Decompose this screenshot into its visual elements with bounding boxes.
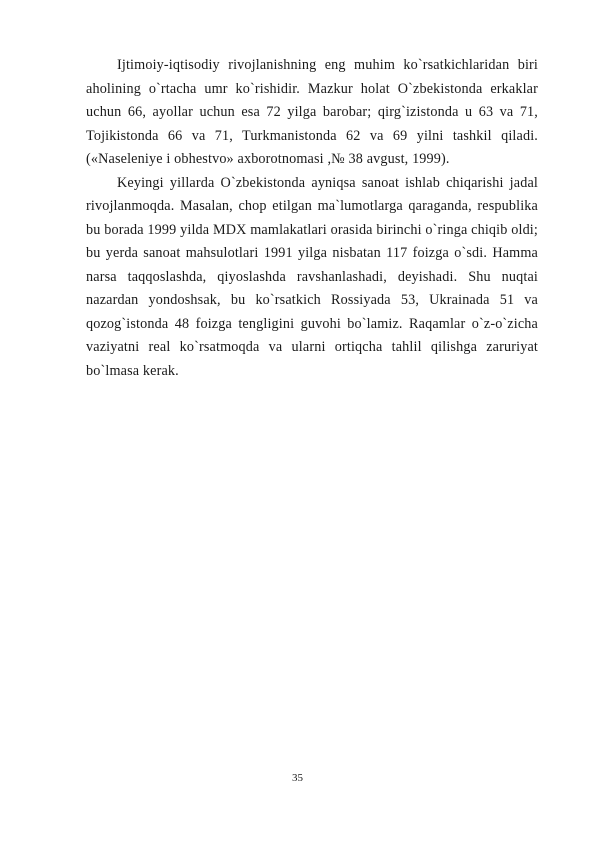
paragraph-life-expectancy: Ijtimoiy-iqtisodiy rivojlanishning eng muhim ko`rsatkichlaridan biri aholining o`rtacha umr ko`rishidir. Mazkur holat O`zbekistonda erkaklar uchun 66, ayollar uchun esa 72 yilga barobar; qirg`izistonda u 63 va 71, Tojikistonda 66 va 71, Turkmanistonda 62 va 69 yilni tashkil qiladi. («Naseleniye i obhestvo» axborotnomasi ,№ 38 avgust, 1999). [86,57,538,167]
page-number: 35 [292,772,303,784]
body-text [86,54,538,383]
paragraph-industrial-growth: Keyingi yillarda O`zbekistonda ayniqsa sanoat ishlab chiqarishi jadal rivojlanmoqda. Masalan, chop etilgan ma`lumotlarga qaraganda, respublika bu borada 1999 yilda MDX mamlakatlari orasida birinchi o`ringa chiqib oldi; bu yerda sanoat mahsulotlari 1991 yilga nisbatan 117 foizga o`sdi. Hamma narsa taqqoslashda, qiyoslashda ravshanlashadi, deyishadi. Shu nuqtai nazardan yondoshsak, bu ko`rsatkich Rossiyada 53, Ukrainada 51 va qozog`istonda 48 foizga tengligini guvohi bo`lamiz. Raqamlar o`z-o`zicha vaziyatni real ko`rsatmoqda va ularni ortiqcha tahlil qilishga zaruriyat bo`lmasa kerak. [86,174,538,379]
